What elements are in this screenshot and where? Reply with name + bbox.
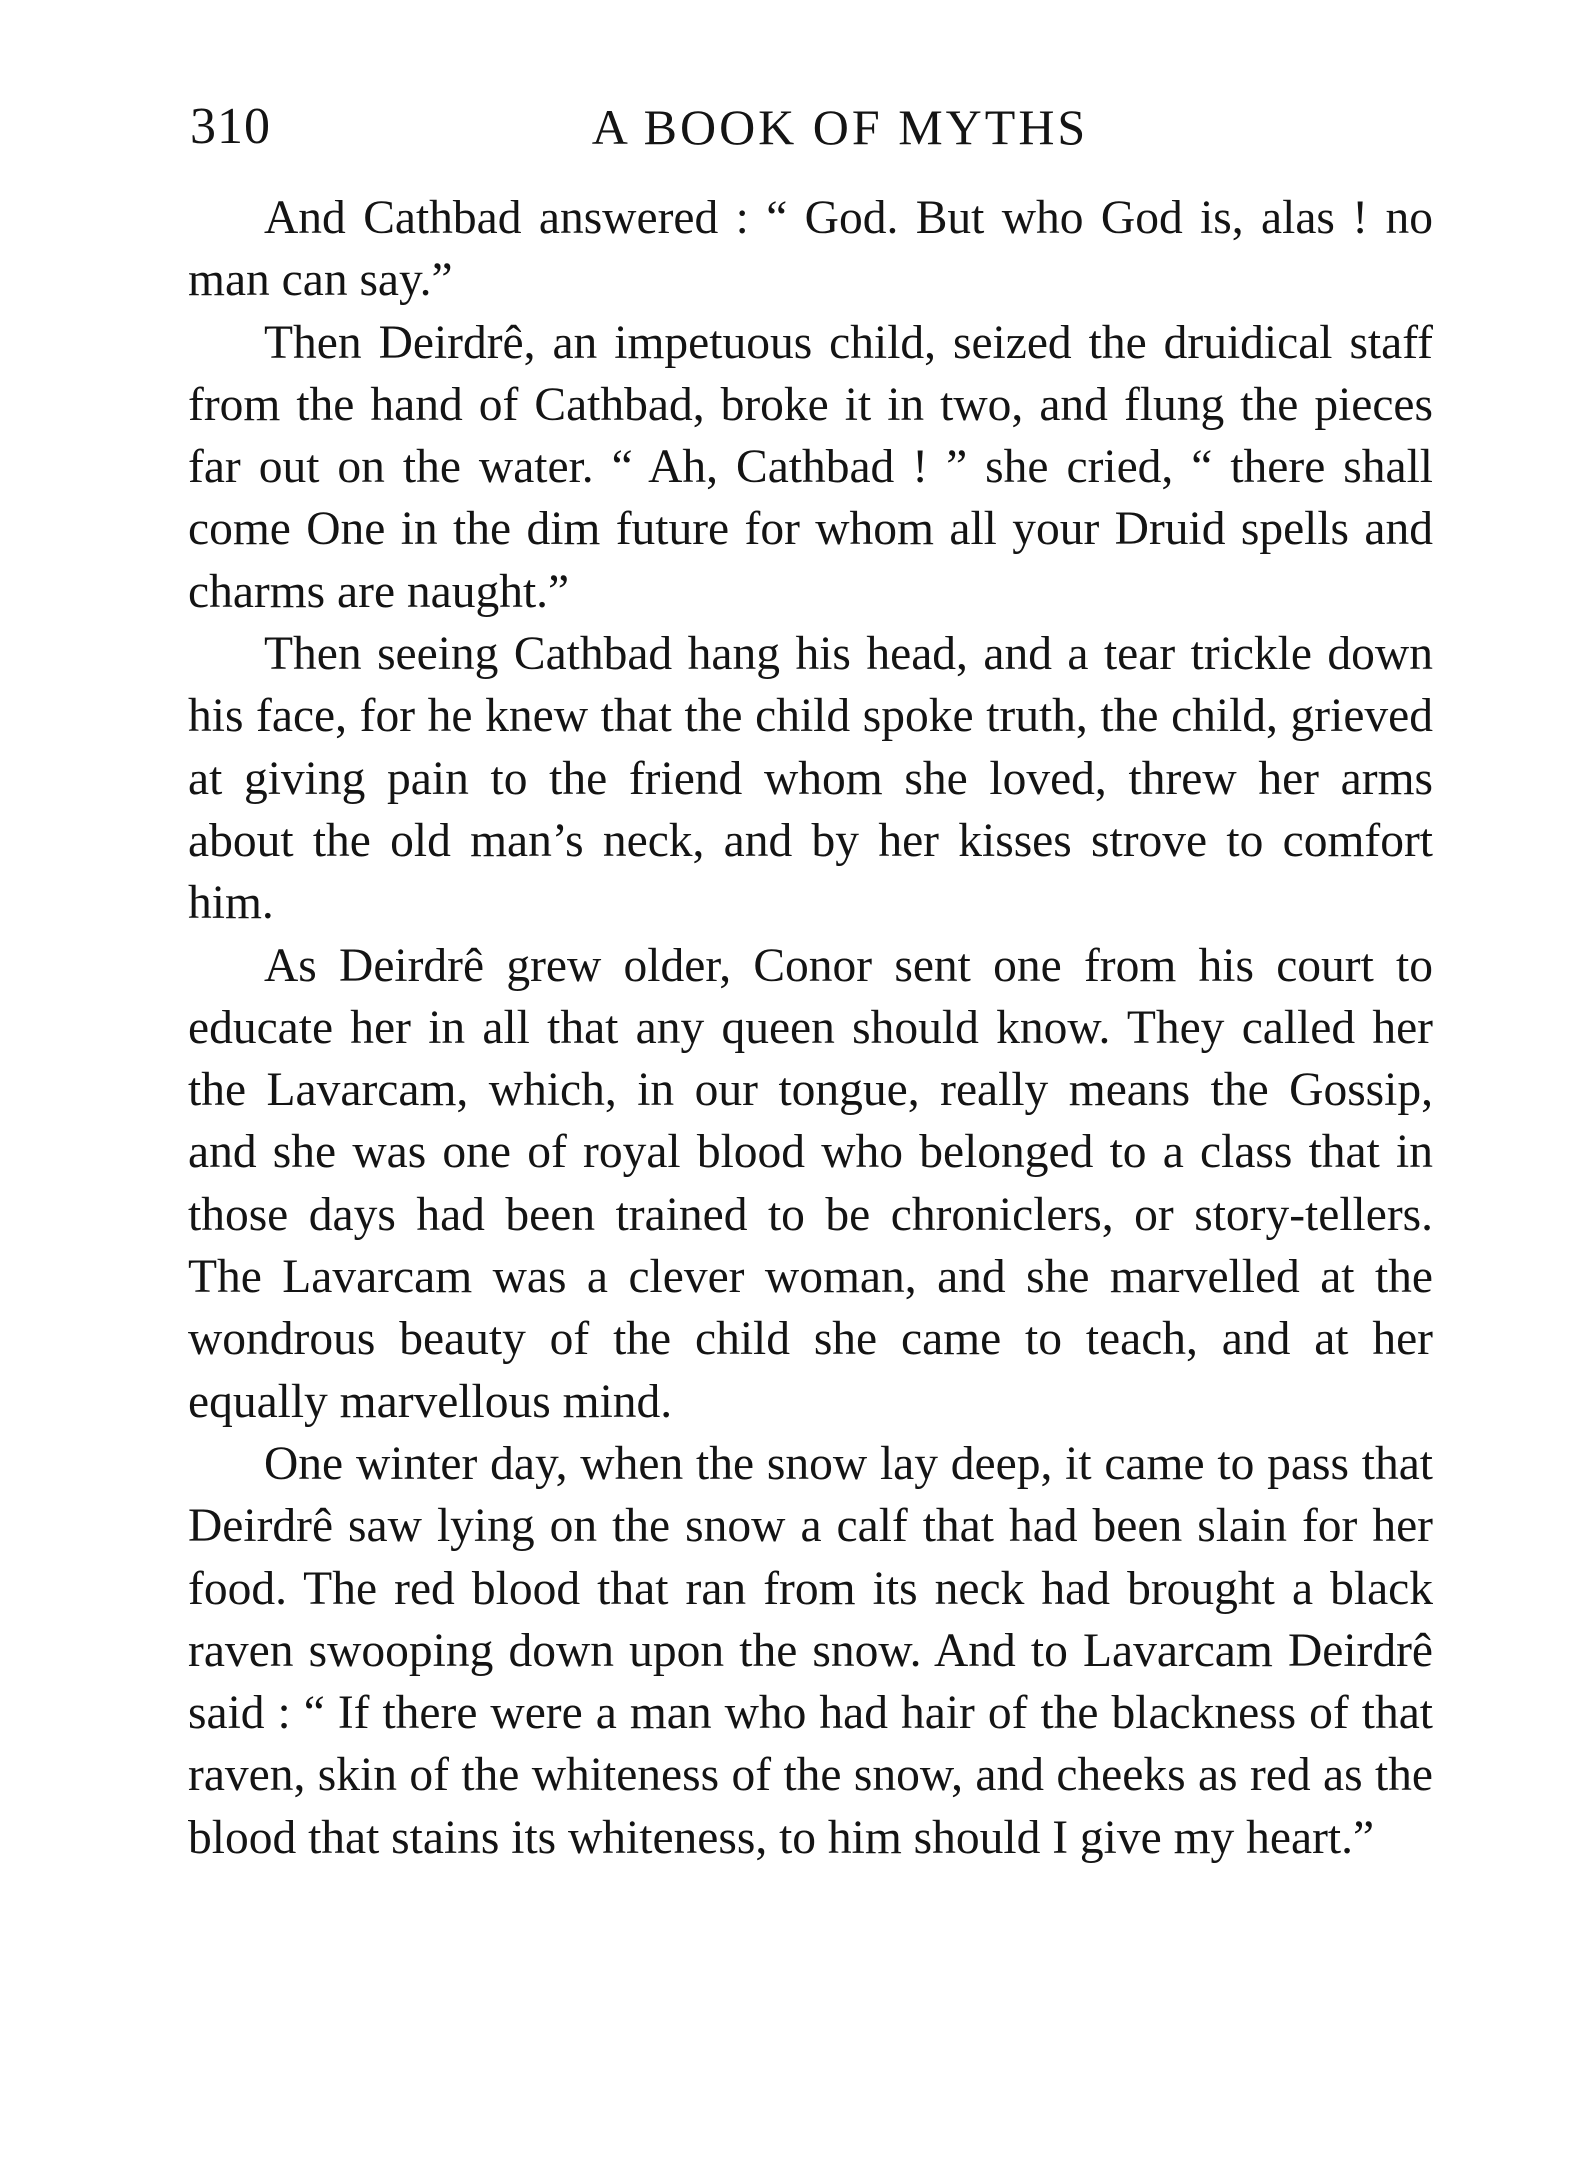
running-head	[190, 92, 1430, 162]
running-title: A BOOK OF MYTHS	[591, 99, 1089, 155]
paragraph: One winter day, when the snow lay deep, it came to pass that Deirdrê saw lying on the snow a calf that had been slain for her food. The red blood that ran from its neck had brought a black raven swooping down upon the snow. And to Lavarcam Deirdrê said : “ If there were a man who had hair of the blackness of that raven, skin of the whiteness of the snow, and cheeks as red as the blood that stains its whiteness, to him should I give my heart.”	[188, 1437, 1433, 1864]
paragraph: Then Deirdrê, an impetuous child, seized the druidical staff from the hand of Cathbad, broke it in two, and flung the pieces far out on the water. “ Ah, Cathbad ! ” she cried, “ there shall come One in the dim future for whom all your Druid spells and charms are naught.”	[188, 316, 1433, 618]
body-text	[188, 187, 1433, 1869]
paragraph: And Cathbad answered : “ God. But who God is, alas ! no man can say.”	[188, 192, 1433, 307]
page-number: 310	[190, 98, 271, 155]
paragraph: As Deirdrê grew older, Conor sent one from his court to educate her in all that any queen should know. They called her the Lavarcam, which, in our tongue, really means the Gossip, and she was one of royal blood who belonged to a class that in those days had been trained to be chroniclers, or story-tellers. The Lavarcam was a clever woman, and she marvelled at the wondrous beauty of the child she came to teach, and at her equally marvellous mind.	[188, 939, 1433, 1428]
paragraph: Then seeing Cathbad hang his head, and a tear trickle down his face, for he knew that the child spoke truth, the child, grieved at giving pain to the friend whom she loved, threw her arms about the old man’s neck, and by her kisses strove to comfort him.	[188, 628, 1433, 930]
